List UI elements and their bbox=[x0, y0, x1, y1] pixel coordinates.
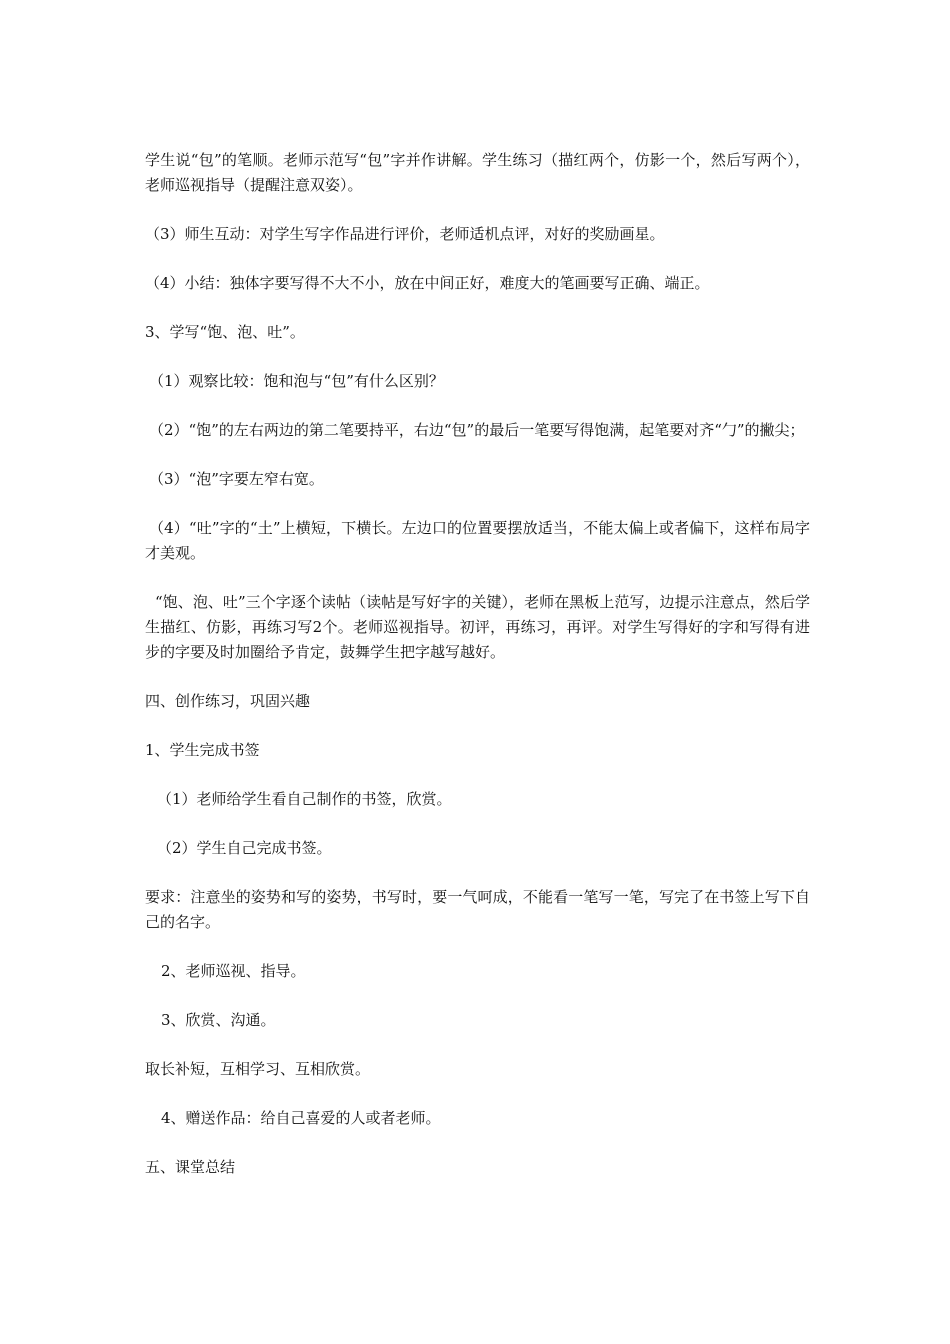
paragraph-8: （4）“吐”字的“土”上横短，下横长。左边口的位置要摆放适当，不能太偏上或者偏下，这样布局字才美观。 bbox=[145, 519, 810, 562]
paragraph-12: （1）老师给学生看自己制作的书签，欣赏。 bbox=[157, 790, 452, 808]
paragraph-9: “饱、泡、吐”三个字逐个读帖（读帖是写好字的关键），老师在黑板上范写，边提示注意点，然后学生描红、仿影，再练习写2个。老师巡视指导。初评，再练习，再评。对学生写得好的字和写得有进步的字要及时加圈给予肯定，鼓舞学生把字越写越好。 bbox=[145, 593, 810, 661]
paragraph-7: （3）“泡”字要左窄右宽。 bbox=[149, 470, 324, 488]
paragraph-5: （1）观察比较：饱和泡与“包”有什么区别？ bbox=[149, 372, 444, 390]
paragraph-6: （2）“饱”的左右两边的第二笔要持平，右边“包”的最后一笔要写得饱满，起笔要对齐“勹”的撇尖； bbox=[149, 421, 805, 439]
paragraph-11: 1、学生完成书签 bbox=[145, 741, 260, 759]
document-body bbox=[145, 148, 810, 1204]
paragraph-18: 4、赠送作品：给自己喜爱的人或者老师。 bbox=[161, 1109, 441, 1127]
paragraph-3: （4）小结：独体字要写得不大不小，放在中间正好，难度大的笔画要写正确、端正。 bbox=[145, 274, 710, 292]
paragraph-2: （3）师生互动：对学生写字作品进行评价，老师适机点评，对好的奖励画星。 bbox=[145, 225, 665, 243]
paragraph-16: 3、欣赏、沟通。 bbox=[161, 1011, 276, 1029]
paragraph-14: 要求：注意坐的姿势和写的姿势，书写时，要一气呵成，不能看一笔写一笔，写完了在书签上写下自己的名字。 bbox=[145, 888, 810, 931]
section-heading-4: 四、创作练习，巩固兴趣 bbox=[145, 692, 311, 710]
paragraph-4: 3、学写“饱、泡、吐”。 bbox=[145, 323, 305, 341]
paragraph-13: （2）学生自己完成书签。 bbox=[157, 839, 332, 857]
paragraph-15: 2、老师巡视、指导。 bbox=[161, 962, 306, 980]
section-heading-5: 五、课堂总结 bbox=[145, 1158, 236, 1176]
paragraph-17: 取长补短，互相学习、互相欣赏。 bbox=[145, 1060, 371, 1078]
paragraph-1: 学生说“包”的笔顺。老师示范写“包”字并作讲解。学生练习（描红两个，仿影一个，然后写两个），老师巡视指导（提醒注意双姿）。 bbox=[145, 151, 810, 194]
